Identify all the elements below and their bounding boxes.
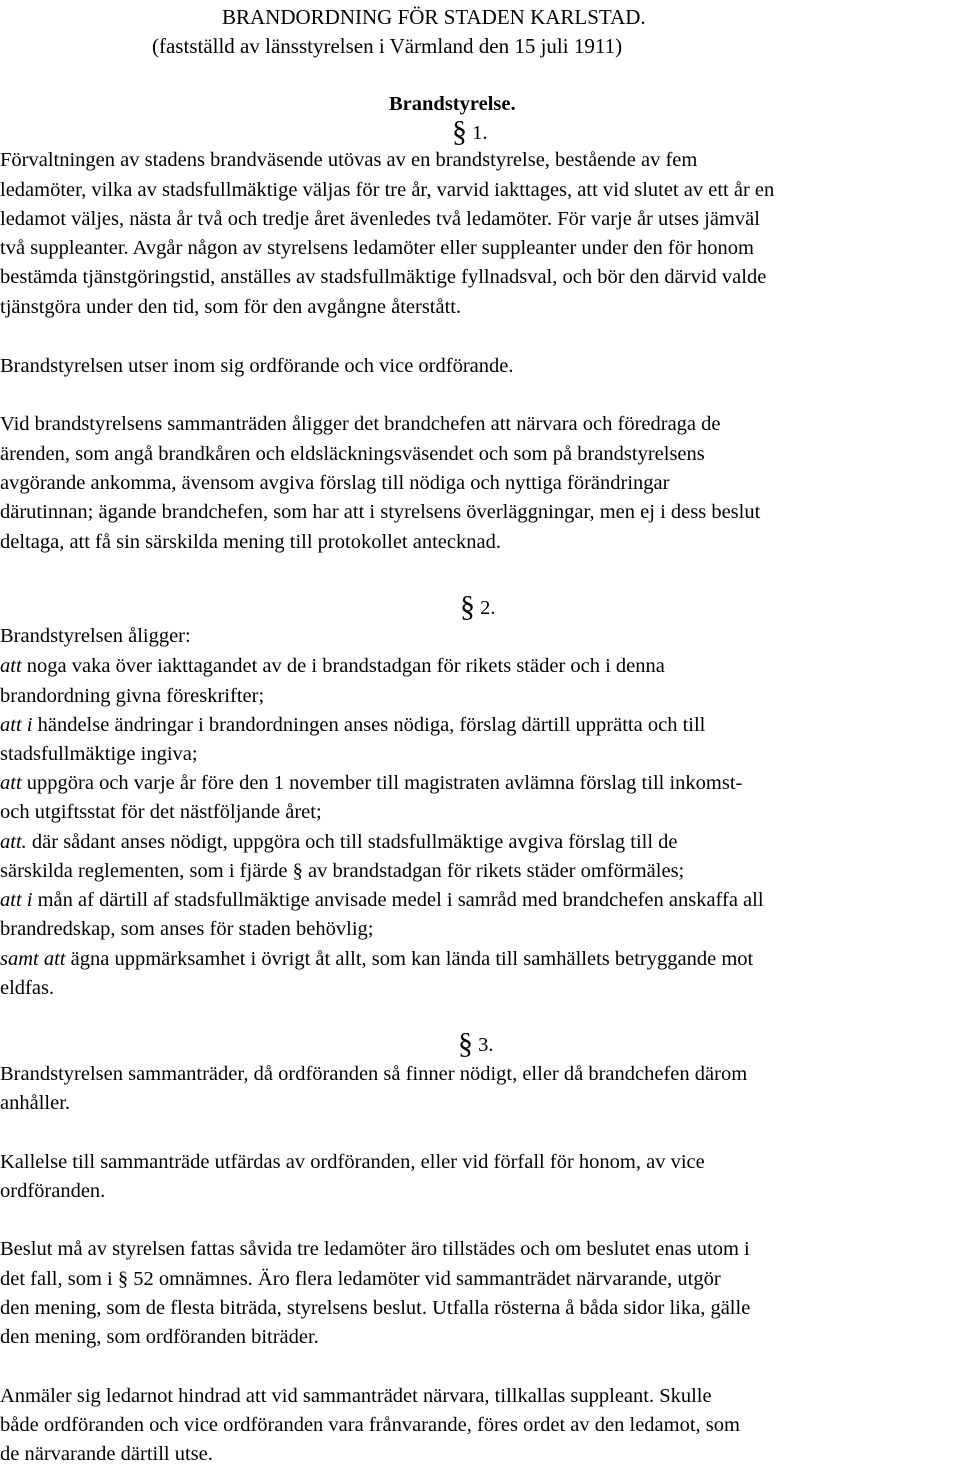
item-text: särskilda reglementen, som i fjärde § av brandstadgan för rikets städer omförmäles;	[0, 860, 685, 882]
item-text: uppgöra och varje år före den 1 november till magistraten avlämna förslag till inkomst-	[21, 772, 743, 794]
section-sign-icon: §	[460, 590, 475, 623]
item-lead: att	[0, 655, 22, 677]
list-item	[0, 798, 322, 827]
paragraph-line: ledamöter, vilka av stadsfullmäktige väljas för tre år, varvid iakttages, att vid slutet av ett år en	[0, 179, 775, 201]
item-text: händelse ändringar i brandordningen anses nödiga, förslag därtill upprätta och till	[32, 714, 706, 736]
item-text: eldfas.	[0, 977, 55, 999]
item-text: mån af därtill af stadsfullmäktige anvisade medel i samråd med brandchefen anskaffa all	[32, 889, 764, 911]
paragraph-line: det fall, som i § 52 omnämnes. Äro flera ledamöter vid sammanträdet närvarande, utgör	[0, 1268, 721, 1290]
item-lead: att	[0, 772, 22, 794]
section-number: 3.	[478, 1034, 494, 1056]
item-text: och utgiftsstat för det nästföljande året;	[0, 801, 322, 823]
paragraph-line: två suppleanter. Avgår någon av styrelsens ledamöter eller suppleanter under den för honom	[0, 237, 754, 259]
list-item	[0, 974, 54, 1003]
list-item	[0, 945, 753, 974]
paragraph-line: Anmäler sig ledarnot hindrad att vid sammanträdet närvara, tillkallas suppleant. Skulle	[0, 1385, 712, 1407]
section-sign-icon: §	[458, 1027, 473, 1060]
document-subtitle: (fastställd av länsstyrelsen i Värmland den 15 juli 1911)	[152, 34, 623, 58]
list-item	[0, 857, 684, 886]
paragraph-line: ordföranden.	[0, 1180, 106, 1202]
section-intro: Brandstyrelsen åligger:	[0, 625, 191, 647]
paragraph-line: ledamot väljes, nästa år två och tredje året ävenledes två ledamöter. För varje år utses jämväl	[0, 208, 760, 230]
paragraph-line: avgörande ankomma, ävensom avgiva förslag till nödiga och nyttiga förändringar	[0, 472, 670, 494]
item-lead: att i	[0, 889, 33, 911]
section-sign-icon: §	[452, 115, 467, 148]
paragraph-line: Brandstyrelsen sammanträder, då ordföranden så finner nödigt, eller då brandchefen därom	[0, 1063, 748, 1085]
paragraph-line: de närvarande därtill utse.	[0, 1443, 213, 1465]
paragraph-line: den mening, som ordföranden biträder.	[0, 1326, 319, 1348]
item-lead: att i	[0, 714, 33, 736]
paragraph-line: Brandstyrelsen utser inom sig ordförande och vice ordförande.	[0, 355, 514, 377]
list-item	[0, 740, 198, 769]
section-number: 1.	[472, 122, 488, 144]
document-title: BRANDORDNING FÖR STADEN KARLSTAD.	[222, 5, 646, 29]
chapter-heading: Brandstyrelse.	[389, 93, 516, 115]
list-item	[0, 652, 665, 681]
section-3-heading	[458, 1029, 494, 1060]
paragraph-line: den mening, som de flesta biträda, styrelsens beslut. Utfalla rösterna å båda sidor lika, gälle	[0, 1297, 751, 1319]
paragraph-line: både ordföranden och vice ordföranden vara frånvarande, föres ordet av den ledamot, som	[0, 1414, 740, 1436]
list-item	[0, 769, 742, 798]
list-item	[0, 682, 264, 711]
list-item	[0, 915, 373, 944]
item-lead: samt att	[0, 948, 66, 970]
paragraph-line: bestämda tjänstgöringstid, anställes av stadsfullmäktige fyllnadsval, och bör den därvid valde	[0, 266, 767, 288]
paragraph-line: anhåller.	[0, 1092, 71, 1114]
paragraph-line: Beslut må av styrelsen fattas såvida tre ledamöter äro tillstädes och om beslutet enas utom i	[0, 1238, 750, 1260]
paragraph-line: Kallelse till sammanträde utfärdas av ordföranden, eller vid förfall för honom, av vice	[0, 1151, 705, 1173]
item-text: brandordning givna föreskrifter;	[0, 685, 265, 707]
item-text: noga vaka över iakttagandet av de i brandstadgan för rikets städer och i denna	[21, 655, 665, 677]
item-text: där sådant anses nödigt, uppgöra och till stadsfullmäktige avgiva förslag till de	[26, 831, 678, 853]
paragraph-line: ärenden, som angå brandkåren och eldsläckningsväsendet och som på brandstyrelsens	[0, 443, 705, 465]
list-item	[0, 711, 705, 740]
paragraph-line: deltaga, att få sin särskilda mening till protokollet antecknad.	[0, 531, 501, 553]
item-text: ägna uppmärksamhet i övrigt åt allt, som kan lända till samhällets betryggande mot	[65, 948, 754, 970]
list-item	[0, 886, 764, 915]
section-2-heading	[460, 592, 496, 623]
item-text: brandredskap, som anses för staden behövlig;	[0, 918, 374, 940]
list-item	[0, 828, 678, 857]
paragraph-line: därutinnan; ägande brandchefen, som har att i styrelsens överläggningar, men ej i dess beslut	[0, 501, 761, 523]
paragraph-line: tjänstgöra under den tid, som för den avgångne återstått.	[0, 296, 462, 318]
item-text: stadsfullmäktige ingiva;	[0, 743, 198, 765]
section-1-heading	[452, 117, 488, 148]
section-number: 2.	[480, 597, 496, 619]
paragraph-line: Förvaltningen av stadens brandväsende utövas av en brandstyrelse, bestående av fem	[0, 149, 698, 171]
item-lead: att.	[0, 831, 27, 853]
paragraph-line: Vid brandstyrelsens sammanträden åligger det brandchefen att närvara och föredraga de	[0, 413, 721, 435]
